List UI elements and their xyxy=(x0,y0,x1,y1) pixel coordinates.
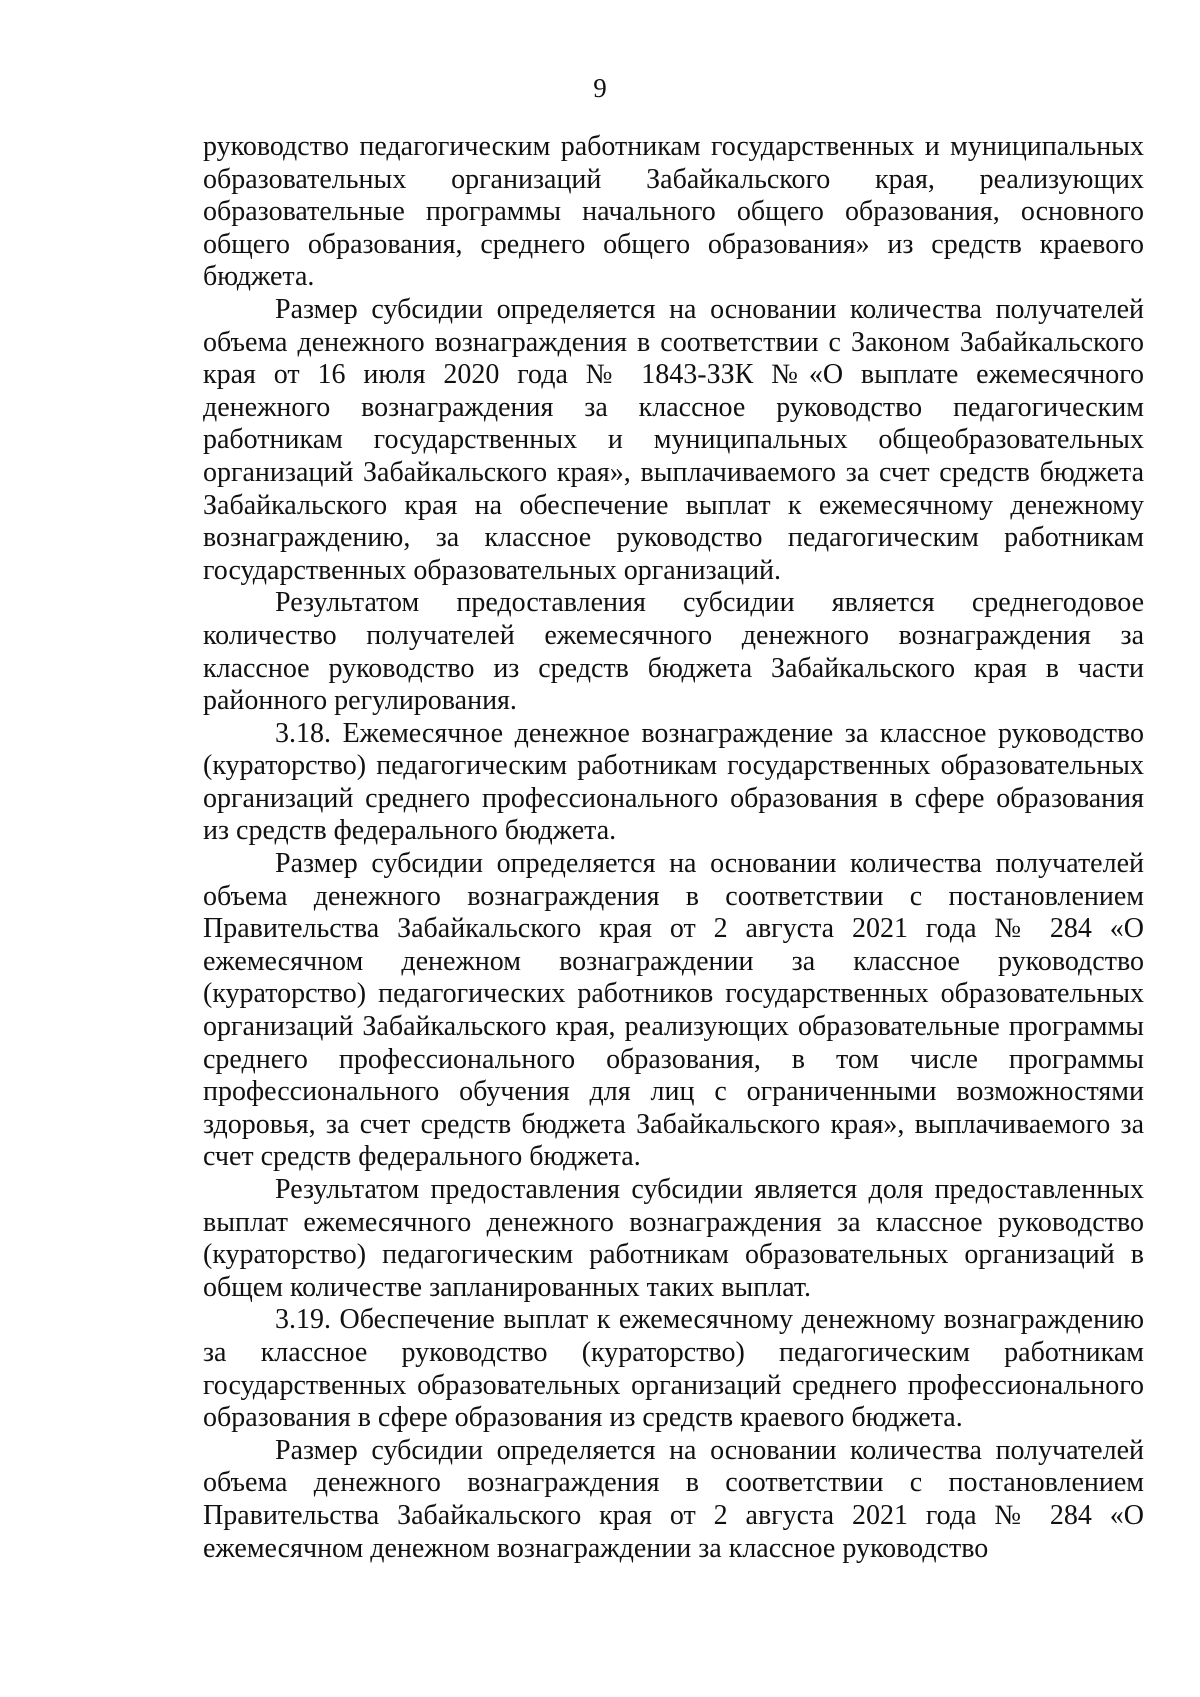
paragraph-subsidy-size-3: Размер субсидии определяется на основании количества получателей объема денежного вознаграждения в соответствии с постановлением Правительства Забайкальского края от 2 августа 2021 года № 284 «О ежемесячном денежном вознаграждении за классное руководство xyxy=(203,1434,1144,1564)
paragraph-subsidy-size-1: Размер субсидии определяется на основании количества получателей объема денежного вознаграждения в соответствии с Законом Забайкальского края от 16 июля 2020 года № 1843-ЗЗК №«О выплате ежемесячного денежного вознаграждения за классное руководство педагогическим работникам государственных и муниципальных общеобразовательных организаций Забайкальского края», выплачиваемого за счет средств бюджета Забайкальского края на обеспечение выплат к ежемесячному денежному вознаграждению, за классное руководство педагогическим работникам государственных образовательных организаций. xyxy=(203,293,1144,586)
paragraph-subsidy-size-2: Размер субсидии определяется на основании количества получателей объема денежного вознаграждения в соответствии с постановлением Правительства Забайкальского края от 2 августа 2021 года № 284 «О ежемесячном денежном вознаграждении за классное руководство (кураторство) педагогических работников государственных образовательных организаций Забайкальского края, реализующих образовательные программы среднего профессионального образования, в том числе программы профессионального обучения для лиц с ограниченными возможностями здоровья, за счет средств бюджета Забайкальского края», выплачиваемого за счет средств федерального бюджета. xyxy=(203,848,1144,1173)
document-body xyxy=(203,131,1144,1565)
paragraph-section-3-19: 3.19. Обеспечение выплат к ежемесячному денежному вознаграждению за классное руководство (кураторство) педагогическим работникам государственных образовательных организаций среднего профессионального образования в сфере образования из средств краевого бюджета. xyxy=(203,1304,1144,1434)
paragraph-subsidy-result-1: Результатом предоставления субсидии является среднегодовое количество получателей ежемесячного денежного вознаграждения за классное руководство из средств бюджета Забайкальского края в части районного регулирования. xyxy=(203,587,1144,717)
page-number: 9 xyxy=(593,73,607,103)
paragraph-section-3-18: 3.18. Ежемесячное денежное вознаграждение за классное руководство (кураторство) педагогическим работникам государственных образовательных организаций среднего профессионального образования в сфере образования из средств федерального бюджета. xyxy=(203,717,1144,847)
paragraph-continuation: руководство педагогическим работникам государственных и муниципальных образовательных организаций Забайкальского края, реализующих образовательные программы начального общего образования, основного общего образования, среднего общего образования» из средств краевого бюджета. xyxy=(203,131,1144,293)
paragraph-subsidy-result-2: Результатом предоставления субсидии является доля предоставленных выплат ежемесячного денежного вознаграждения за классное руководство (кураторство) педагогическим работникам образовательных организаций в общем количестве запланированных таких выплат. xyxy=(203,1174,1144,1303)
